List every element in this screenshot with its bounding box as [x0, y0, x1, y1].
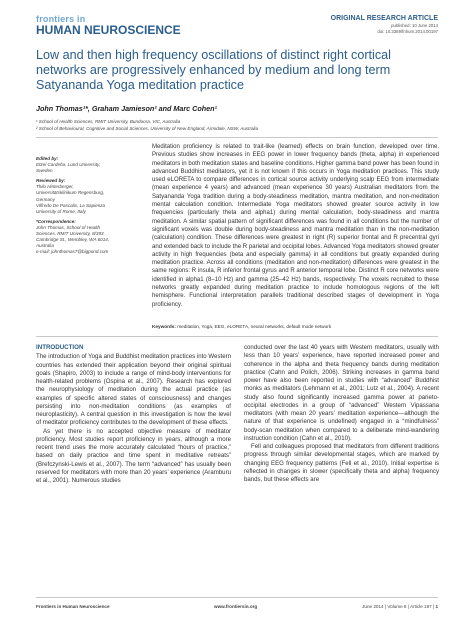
footer-page-number: 1	[435, 604, 438, 609]
footer-issue-text: June 2014 | Volume 8 | Article 197 |	[362, 604, 435, 609]
journal-name-bottom: HUMAN NEUROSCIENCE	[36, 23, 181, 37]
keywords-label: Keywords:	[152, 324, 176, 329]
abstract-divider	[36, 336, 438, 337]
correspondence-block	[36, 219, 146, 256]
affiliation-1: ¹ School of Health Sciences, RMIT University, Bundoora, VIC, Australia	[36, 119, 181, 124]
correspondence-value: John Thomas, School of Health Sciences, RMIT University, 8/393 Cambridge St., Wembley, WA 6014, Australia e-mail: johnthomas7@bigpond.com	[36, 224, 110, 255]
body-column-left	[36, 344, 231, 485]
reviewed-by-block	[36, 178, 146, 215]
article-title: Low and then high frequency oscillations of distinct right cortical networks are progressively enhanced by medium and long term Satyananda Yoga meditation practice	[36, 48, 391, 92]
journal-name-top: frontiers in	[36, 14, 86, 24]
author-list: John Thomas¹*, Graham Jamieson² and Marc Cohen¹	[36, 104, 217, 113]
footer-issue	[362, 604, 438, 609]
reviewed-by-label: Reviewed by:	[36, 178, 66, 184]
body-column-right	[244, 344, 439, 484]
paragraph: Fell and colleagues proposed that meditators from different traditions progress through similar developmental stages, which are marked by changing EEG frequency patterns (Fell et al., 2010). Initial expertise is reflected in changes in slower (specifically theta and alpha) frequency bands, but these effects are	[244, 443, 439, 483]
keywords	[152, 324, 439, 329]
article-header-info	[331, 15, 438, 34]
page-footer	[36, 604, 438, 612]
affiliations	[36, 118, 258, 132]
journal-logo	[36, 15, 206, 39]
abstract: Meditation proficiency is related to trait-like (learned) effects on brain function, developed over time. Previous studies show increases in EEG power in lower frequency bands (theta, alpha) in experienced meditators in both meditation states and baseline conditions. Higher gamma band power has been found in advanced Buddhist meditators, yet it is not known if this occurs in Yoga meditation practices. This study used eLORETA to compare differences in cortical source activity underlying scalp EEG from intermediate (mean experience 4 years) and advanced (mean experience 30 years) Australian meditators from the Satyananda Yoga tradition during a body-steadiness meditation, mantra meditation, and non-meditation mental calculation condition. Intermediate Yoga meditators showed greater source activity in low frequencies (particularly theta and alpha1) during mental calculation, body-steadiness and mantra meditation. A similar spatial pattern of significant differences was found in all conditions but the number of significant voxels was double during body-steadiness and mantra meditation than in the non-meditation (calculation) condition. These differences were greatest in right (R) superior frontal and R precentral gyri and extended back to include the R parietal and occipital lobes. Advanced Yoga meditators showed greater activity in high frequencies (beta and especially gamma) in all conditions but greatly expanded during meditation practice. Across all conditions (meditation and non-meditation) differences were greatest in the same regions: R insula, R inferior frontal gyrus and R anterior temporal lobe. Distinct R core networks were identified in alpha1 (8–10 Hz) and gamma (25–42 Hz) bands, respectively. The voxels recruited to these networks greatly expanded during meditation practice to include homologous regions of the left hemisphere. Functional interpretation parallels traditional described stages of development in Yoga proficiency.	[152, 144, 439, 308]
doi: doi: 10.3389/fnhum.2014.00197	[377, 28, 438, 34]
edited-by-label: Edited by:	[36, 156, 59, 161]
footer-divider	[36, 597, 438, 598]
edited-by-value: Etzel Cardeña, Lund University, Sweden	[36, 162, 101, 174]
correspondence-label: *Correspondence:	[36, 218, 76, 224]
edited-by-block	[36, 156, 146, 174]
article-type: ORIGINAL RESEARCH ARTICLE	[330, 15, 438, 22]
section-heading-introduction: INTRODUCTION	[36, 344, 84, 351]
footer-website[interactable]: www.frontiersin.org	[214, 604, 258, 609]
editorial-sidebar	[36, 156, 146, 259]
paragraph: As yet there is no accepted objective measure of meditator proficiency. Most studies report proficiency in years, although a more recent trend uses the more accurately calculated “hours of practice,” based on daily practice and time spent in meditative retreats” (Brefczynski-Lewis et al., 2007). The term “advanced” has usually been reserved for meditators with more than 20 years’ experience (Aramburu et al., 2001). Numerous studies	[36, 427, 231, 484]
paragraph: conducted over the last 40 years with Western meditators, usually with less than 10 years’ experience, have reported increased power and coherence in the alpha and theta frequency bands during meditation practice (Cahn and Polich, 2006). Striking increases in gamma band power have also been reported in studies with “advanced” Buddhist monks as meditators (Lehmann et al., 2001; Lutz et al., 2004). A recent study also found significantly increased gamma power at parieto-occipital electrodes in a group of “advanced” Western Vipassana meditators (with mean 20 years’ meditation experience—although the nature of that experience is undefined) engaged in a “mindfulness” body-scan meditation when compared to a deliberate mind-wandering instruction condition (Cahn et al., 2010).	[244, 344, 439, 442]
keywords-value: meditation, Yoga, EEG, eLORETA, neural networks, default mode network	[177, 324, 332, 329]
affiliation-2: ² School of Behavioural, Cognitive and Social Sciences, University of New England, Armidale, NSW, Australia	[36, 126, 259, 131]
reviewed-by-value: Thilo Hinterberger, Universitätsklinikum Regensburg, Germany Vilfredo De Pascalis, La Sapienza University of Rome, Italy	[36, 184, 106, 214]
published-date: published: 10 June 2014	[391, 23, 438, 28]
header-divider	[36, 137, 438, 138]
paragraph: The introduction of Yoga and Buddhist meditation practices into Western countries has extended their application beyond their original spiritual goals (Shapiro, 2003) to include a range of mind-body interventions for health-related problems (Ospina et al., 2007). Research has explored the neurophysiology of meditation during the actual practice (as examples of specific altered states of consciousness) and changes persisting into non-meditation conditions (as examples of neuroplasticity). A central question in this investigation is how the level of meditator proficiency contributes to the development of these effects.	[36, 353, 231, 427]
footer-journal: Frontiers in Human Neuroscience	[36, 604, 110, 609]
